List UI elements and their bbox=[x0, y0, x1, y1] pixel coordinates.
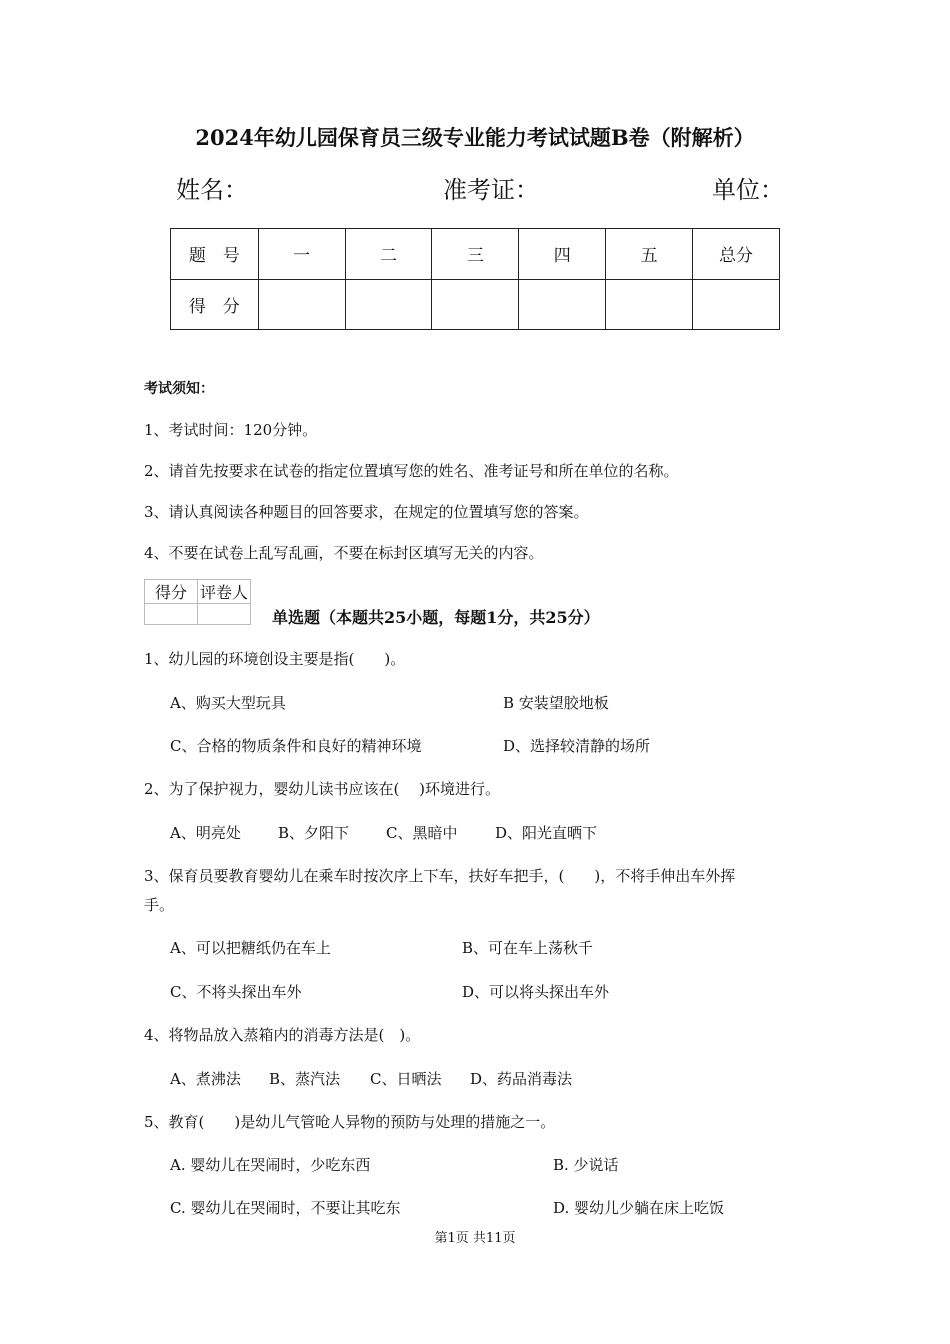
option-d: D、阳光直晒下 bbox=[495, 824, 598, 842]
score-table-header-row bbox=[171, 229, 780, 280]
option-b: B 安装望胶地板 bbox=[503, 694, 609, 712]
option-c: C. 婴幼儿在哭闹时，不要让其吃东 bbox=[170, 1199, 401, 1217]
score-header-cell: 四 bbox=[519, 229, 606, 280]
score-input-cell[interactable] bbox=[693, 279, 780, 330]
option-c: C、合格的物质条件和良好的精神环境 bbox=[170, 737, 422, 755]
option-d: D. 婴幼儿少躺在床上吃饭 bbox=[553, 1199, 725, 1217]
name-field-label: 姓名： bbox=[176, 176, 248, 204]
option-b: B. 少说话 bbox=[553, 1156, 619, 1174]
notice-item: 1、考试时间：120分钟。 bbox=[144, 421, 318, 439]
option-a: A、明亮处 bbox=[170, 824, 241, 842]
question-text: 3、保育员要教育婴幼儿在乘车时按次序上下车，扶好车把手，( )，不将手伸出车外挥 bbox=[144, 867, 736, 885]
score-input-cell[interactable] bbox=[345, 279, 432, 330]
score-row-label: 得 分 bbox=[171, 279, 259, 330]
score-input-cell[interactable] bbox=[606, 279, 693, 330]
exam-id-field-label: 准考证： bbox=[443, 176, 539, 204]
section-title: 单选题（本题共25小题，每题1分，共25分） bbox=[272, 608, 600, 627]
score-header-cell: 五 bbox=[606, 229, 693, 280]
score-input-cell[interactable] bbox=[258, 279, 345, 330]
option-a: A. 婴幼儿在哭闹时，少吃东西 bbox=[170, 1156, 371, 1174]
question-text: 4、将物品放入蒸箱内的消毒方法是( )。 bbox=[144, 1026, 421, 1044]
notice-item: 4、不要在试卷上乱写乱画，不要在标封区填写无关的内容。 bbox=[144, 544, 544, 562]
option-a: A、煮沸法 bbox=[170, 1070, 241, 1088]
option-d: D、可以将头探出车外 bbox=[462, 983, 610, 1001]
option-a: A、购买大型玩具 bbox=[170, 694, 286, 712]
score-table bbox=[170, 228, 780, 330]
grader-box bbox=[144, 579, 251, 625]
score-input-cell[interactable] bbox=[519, 279, 606, 330]
page-title: 2024年幼儿园保育员三级专业能力考试试题B卷（附解析） bbox=[195, 125, 755, 150]
page-footer: 第1页 共11页 bbox=[434, 1231, 516, 1246]
score-header-cell: 总分 bbox=[693, 229, 780, 280]
notice-item: 3、请认真阅读各种题目的回答要求，在规定的位置填写您的答案。 bbox=[144, 503, 589, 521]
grader-reviewer-cell[interactable] bbox=[198, 604, 251, 625]
option-b: B、夕阳下 bbox=[278, 824, 350, 842]
score-header-cell: 二 bbox=[345, 229, 432, 280]
score-header-cell: 题 号 bbox=[171, 229, 259, 280]
option-a: A、可以把糖纸仍在车上 bbox=[170, 939, 331, 957]
grader-score-label: 得分 bbox=[145, 580, 198, 604]
question-text-continued: 手。 bbox=[144, 896, 175, 914]
option-b: B、蒸汽法 bbox=[269, 1070, 341, 1088]
score-input-cell[interactable] bbox=[432, 279, 519, 330]
score-header-cell: 一 bbox=[258, 229, 345, 280]
option-c: C、不将头探出车外 bbox=[170, 983, 302, 1001]
unit-field-label: 单位： bbox=[712, 176, 784, 204]
notice-heading: 考试须知： bbox=[144, 381, 214, 397]
question-text: 5、教育( )是幼儿气管呛人异物的预防与处理的措施之一。 bbox=[144, 1113, 556, 1131]
option-b: B、可在车上荡秋千 bbox=[462, 939, 594, 957]
score-header-cell: 三 bbox=[432, 229, 519, 280]
grader-reviewer-label: 评卷人 bbox=[198, 580, 251, 604]
option-c: C、日晒法 bbox=[370, 1070, 442, 1088]
notice-item: 2、请首先按要求在试卷的指定位置填写您的姓名、准考证号和所在单位的名称。 bbox=[144, 462, 679, 480]
question-text: 1、幼儿园的环境创设主要是指( )。 bbox=[144, 650, 406, 668]
option-d: D、药品消毒法 bbox=[470, 1070, 573, 1088]
option-d: D、选择较清静的场所 bbox=[503, 737, 651, 755]
score-table-score-row bbox=[171, 279, 780, 330]
grader-score-cell[interactable] bbox=[145, 604, 198, 625]
option-c: C、黑暗中 bbox=[386, 824, 458, 842]
question-text: 2、为了保护视力，婴幼儿读书应该在( )环境进行。 bbox=[144, 780, 501, 798]
